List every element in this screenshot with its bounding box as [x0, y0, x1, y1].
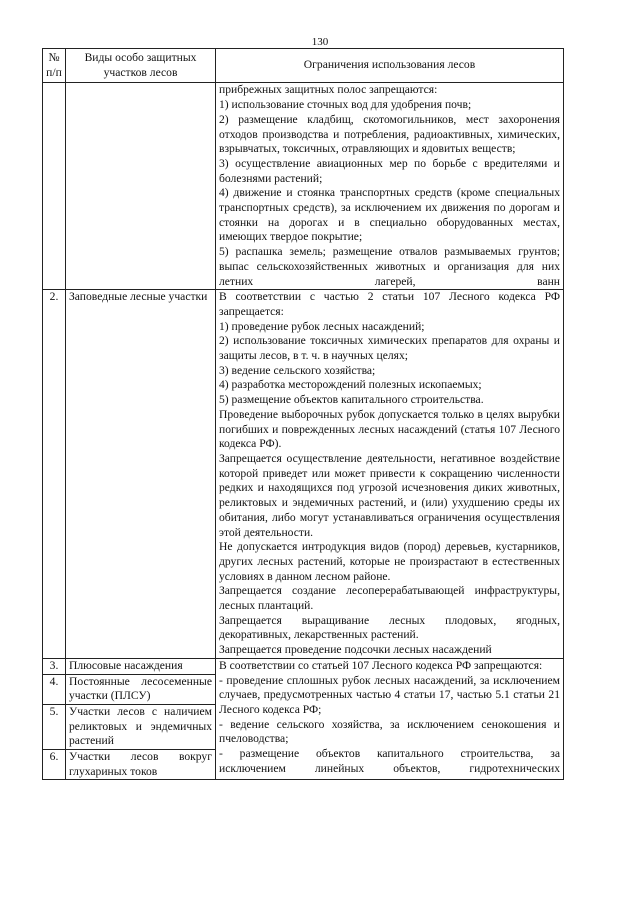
- table-row: [43, 658, 564, 674]
- row-plot-cell: Участки лесов с наличием реликтовых и эндемичных растений: [66, 704, 216, 749]
- header-restrictions: Ограничения использования лесов: [216, 49, 564, 83]
- restriction-line: - ведение сельского хозяйства, за исключением сенокошения и пчеловодства;: [219, 717, 560, 746]
- row-restrictions-cell: [216, 290, 564, 659]
- restriction-line: Не допускается интродукция видов (пород) деревьев, кустарников, других лесных растений, которые не произрастают в естественных условиях в данном лесном районе.: [219, 540, 560, 583]
- restriction-line: 3) осуществление авиационных мер по борьбе с вредителями и болезнями растений;: [219, 156, 560, 185]
- restriction-line: В соответствии с частью 2 статьи 107 Лесного кодекса РФ запрещается:: [219, 290, 560, 318]
- table-row: [43, 290, 564, 659]
- restriction-line: Запрещается осуществление деятельности, негативное воздействие которой приведет или может привести к сокращению численности редких и находящихся под угрозой исчезновения диких животных, реликтовых и эндемичных растений, и (или) ухудшению среды их обитания, либо могут устанавливаться ограничения осуществления этой деятельности.: [219, 451, 560, 539]
- header-number: № п/п: [43, 49, 66, 83]
- table-row: [43, 83, 564, 290]
- restriction-line: - проведение сплошных рубок лесных насаждений, за исключением случаев, предусмотренных частью 4 статьи 17, частью 5.1 статьи 21 Лесного кодекса РФ;: [219, 673, 560, 716]
- row-plot-cell: Постоянные лесосеменные участки (ПЛСУ): [66, 674, 216, 704]
- restrictions-table: [42, 48, 564, 780]
- restriction-line: 1) использование сточных вод для удобрения почв;: [219, 98, 472, 112]
- row-plot-cell: Участки лесов вокруг глухариных токов: [66, 750, 216, 780]
- table-header-row: [43, 49, 564, 83]
- page-number: 130: [311, 36, 329, 48]
- row-number-cell: 4.: [43, 674, 66, 704]
- restriction-line: Проведение выборочных рубок допускается только в целях вырубки погибших и поврежденных лесных насаждений (статья 107 Лесного кодекса РФ).: [219, 407, 560, 451]
- restriction-line: 5) размещение объектов капитального строительства.: [219, 393, 484, 407]
- restriction-line: 2) использование токсичных химических препаратов для охраны и защиты лесов, в т. ч. в научных целях;: [219, 334, 560, 363]
- restriction-line: прибрежных защитных полос запрещаются:: [219, 83, 438, 97]
- row-restrictions-cell: [216, 83, 564, 290]
- restriction-line: 5) распашка земель; размещение отвалов размываемых грунтов; выпас сельскохозяйственных животных и организация для них летних лагерей, ванн: [219, 245, 560, 288]
- row-number-cell: [43, 83, 66, 290]
- restriction-line: 1) проведение рубок лесных насаждений;: [219, 319, 425, 333]
- row-number-cell: 3.: [43, 658, 66, 674]
- row-plot-cell: Заповедные лесные участки: [66, 290, 216, 659]
- merged-restrictions-cell: [216, 658, 564, 780]
- restriction-line: Запрещается проведение подсочки лесных насаждений: [219, 643, 492, 657]
- row-plot-cell: [66, 83, 216, 290]
- restriction-line: 2) размещение кладбищ, скотомогильников, мест захоронения отходов производства и потребления, радиоактивных, химических, взрывчатых, токсичных, отравляющих и ядовитых веществ;: [219, 112, 560, 156]
- row-number-cell: 6.: [43, 750, 66, 780]
- row-number-cell: 2.: [43, 290, 66, 659]
- restriction-line: 3) ведение сельского хозяйства;: [219, 363, 376, 377]
- restriction-line: Запрещается выращивание лесных плодовых, ягодных, декоративных, лекарственных растений.: [219, 613, 560, 642]
- restriction-line: 4) движение и стоянка транспортных средств (кроме специальных транспортных средств), за исключением их движения по дорогам и стоянки на дорогах и в специально оборудованных местах, имеющих твердое покрытие;: [219, 186, 560, 244]
- row-number-cell: 5.: [43, 704, 66, 749]
- row-plot-cell: Плюсовые насаждения: [66, 658, 216, 674]
- restriction-line: - размещение объектов капитального строительства, за исключением линейных объектов, гидротехнических: [219, 747, 560, 775]
- header-plot-type: Виды особо защитных участков лесов: [66, 49, 216, 83]
- restriction-line: 4) разработка месторождений полезных ископаемых;: [219, 378, 482, 392]
- restriction-line: Запрещается создание лесоперерабатывающей инфраструктуры, лесных плантаций.: [219, 584, 560, 613]
- restriction-line: В соответствии со статьей 107 Лесного кодекса РФ запрещаются:: [219, 658, 543, 672]
